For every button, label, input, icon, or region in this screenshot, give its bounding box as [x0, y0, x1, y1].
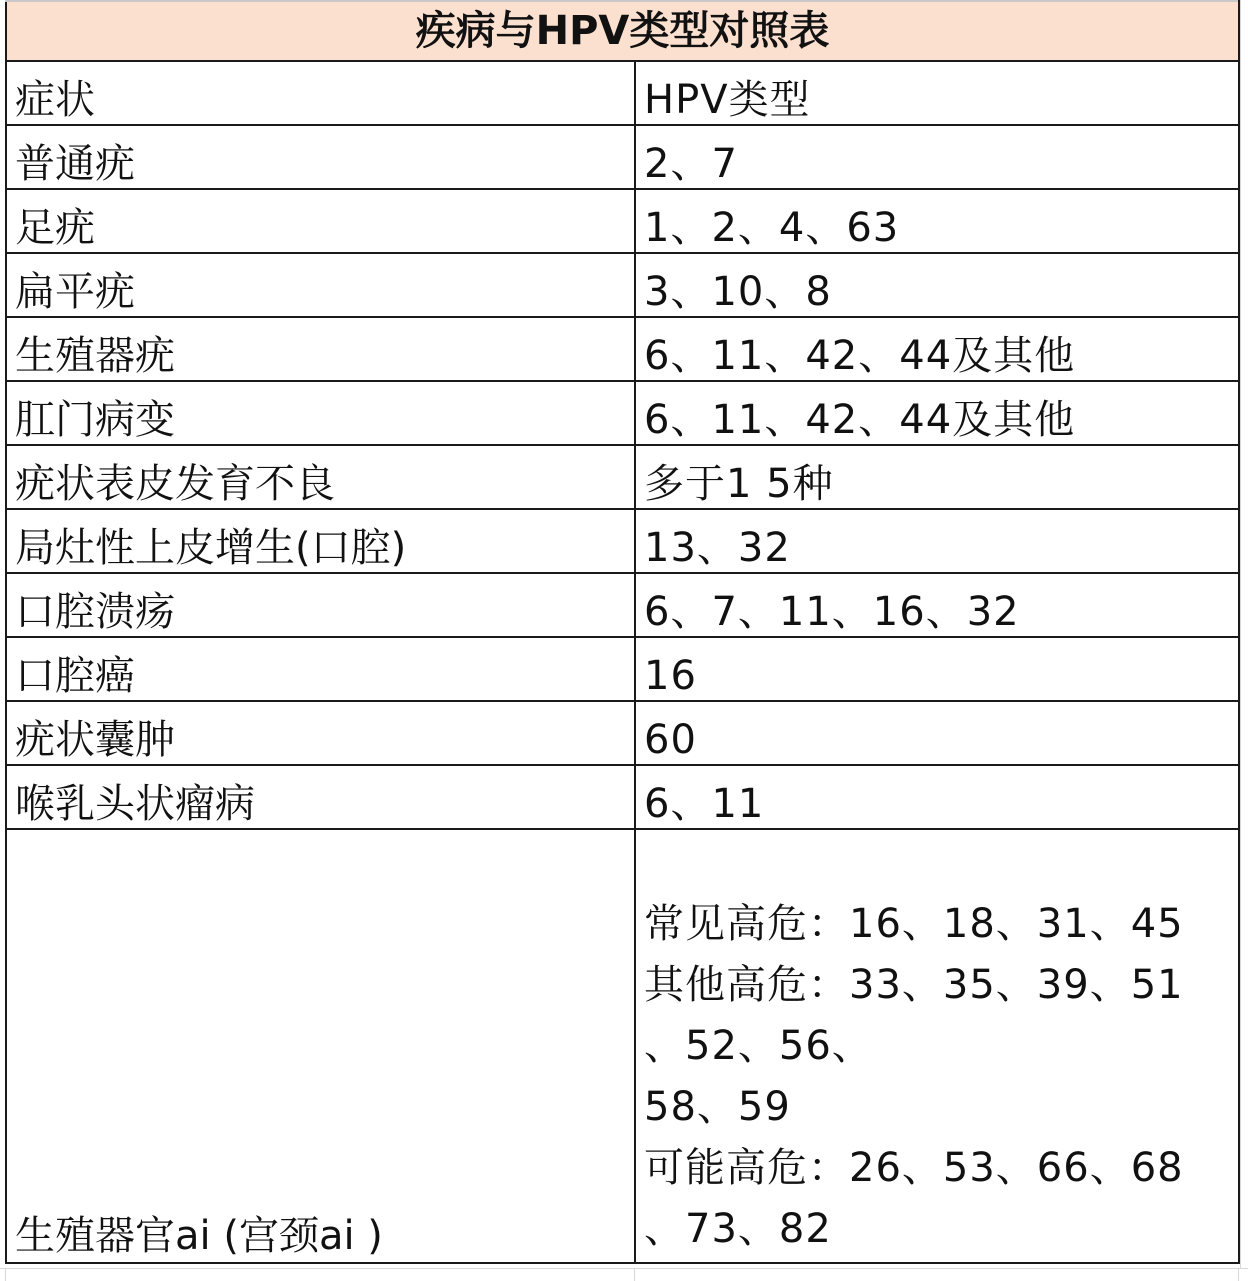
hpv-types-multiline-cell[interactable] — [635, 829, 1239, 1263]
symptom-cell[interactable]: 普通疣 — [6, 125, 635, 189]
hpv-line: 、52、56、 — [644, 1023, 873, 1069]
table-row — [6, 253, 1239, 317]
table-row-genital-cancer — [6, 829, 1239, 1263]
symptom-cell[interactable]: 喉乳头状瘤病 — [6, 765, 635, 829]
header-symptom-cell[interactable]: 症状 — [6, 61, 635, 125]
hpv-types-cell[interactable]: 3、10、8 — [635, 253, 1239, 317]
hpv-types-cell[interactable]: 多于1 5种 — [635, 445, 1239, 509]
hpv-types-cell[interactable]: 60 — [635, 701, 1239, 765]
gridline — [1238, 1269, 1239, 1281]
next-column-edge[interactable] — [1240, 0, 1248, 1268]
table-row — [6, 381, 1239, 445]
table-row — [6, 701, 1239, 765]
hpv-line: 常见高危：16、18、31、45 — [644, 901, 1184, 947]
symptom-cell[interactable]: 口腔癌 — [6, 637, 635, 701]
hpv-types-cell[interactable]: 2、7 — [635, 125, 1239, 189]
table-row — [6, 509, 1239, 573]
table-row — [6, 125, 1239, 189]
table-row — [6, 189, 1239, 253]
hpv-table — [5, 0, 1240, 1264]
table-row — [6, 573, 1239, 637]
symptom-cell[interactable]: 足疣 — [6, 189, 635, 253]
empty-row-below[interactable] — [0, 1268, 1248, 1281]
symptom-cell[interactable]: 局灶性上皮增生(口腔) — [6, 509, 635, 573]
header-hpv-type-cell[interactable]: HPV类型 — [635, 61, 1239, 125]
symptom-cell[interactable]: 肛门病变 — [6, 381, 635, 445]
symptom-cell[interactable]: 疣状表皮发育不良 — [6, 445, 635, 509]
symptom-cell[interactable]: 生殖器官ai (宫颈ai ) — [6, 829, 635, 1263]
gridline — [5, 1269, 6, 1281]
header-row — [6, 61, 1239, 125]
symptom-cell[interactable]: 口腔溃疡 — [6, 573, 635, 637]
title-row — [6, 1, 1239, 61]
hpv-types-cell[interactable]: 1、2、4、63 — [635, 189, 1239, 253]
hpv-line: 58、59 — [644, 1084, 791, 1130]
hpv-line: 可能高危：26、53、66、68 — [644, 1145, 1184, 1191]
gridline — [634, 1269, 635, 1281]
hpv-types-cell[interactable]: 6、11、42、44及其他 — [635, 381, 1239, 445]
hpv-line: 、73、82 — [644, 1206, 832, 1252]
table-title[interactable]: 疾病与HPV类型对照表 — [6, 1, 1239, 61]
symptom-cell[interactable]: 生殖器疣 — [6, 317, 635, 381]
table-row — [6, 637, 1239, 701]
symptom-cell[interactable]: 扁平疣 — [6, 253, 635, 317]
symptom-cell[interactable]: 疣状囊肿 — [6, 701, 635, 765]
hpv-types-cell[interactable]: 6、7、11、16、32 — [635, 573, 1239, 637]
hpv-types-cell[interactable]: 6、11 — [635, 765, 1239, 829]
hpv-line: 其他高危：33、35、39、51 — [644, 962, 1184, 1008]
table-row — [6, 445, 1239, 509]
hpv-types-cell[interactable]: 13、32 — [635, 509, 1239, 573]
hpv-types-cell[interactable]: 16 — [635, 637, 1239, 701]
table-row — [6, 765, 1239, 829]
hpv-types-cell[interactable]: 6、11、42、44及其他 — [635, 317, 1239, 381]
table-row — [6, 317, 1239, 381]
